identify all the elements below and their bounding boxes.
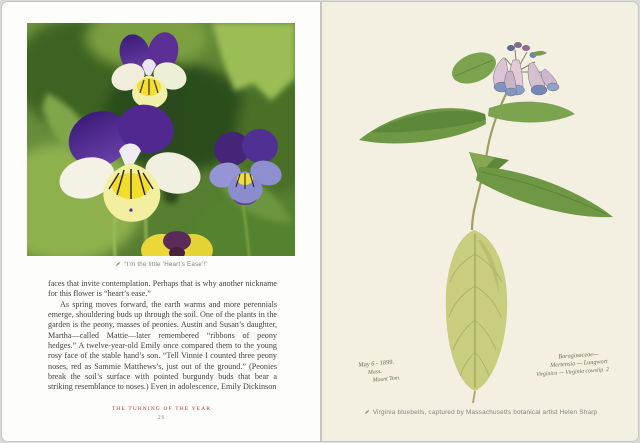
illustration-caption — [321, 409, 639, 417]
handwritten-species: Virginica — Virginia cowslip. 2 — [535, 366, 610, 379]
body-text — [48, 279, 277, 393]
handwritten-place-2: Mount Tom. — [372, 375, 401, 384]
page-footer — [2, 406, 321, 421]
page-number: 26 — [157, 415, 166, 421]
book-spread — [1, 1, 639, 442]
right-page — [321, 2, 639, 442]
left-page — [2, 2, 321, 442]
photo-caption-text: “I’m the little ‘Heart’s Ease’!” — [124, 261, 208, 268]
leaf-ornament-icon — [115, 261, 121, 269]
flower-ornament-icon — [364, 409, 370, 417]
handwritten-date: May 6 - 1899. — [358, 358, 395, 369]
handwritten-genus: Mertensia — Lungwort — [549, 357, 609, 370]
illustration-caption-text: Virginia bluebells, captured by Massachusetts botanical artist Helen Sharp — [372, 409, 598, 416]
pansy-photo — [27, 23, 295, 256]
handwritten-date-note — [358, 358, 401, 385]
body-paragraph-1: faces that invite contemplation. Perhaps that is why another nickname for this flower is “heart’s ease.” — [48, 279, 277, 299]
page-gutter — [320, 2, 322, 442]
running-title: THE TURNING OF THE YEAR — [111, 406, 212, 412]
handwritten-place-1: Mass. — [367, 368, 382, 376]
pansy-photo-image — [27, 23, 295, 256]
photo-caption — [2, 261, 321, 269]
handwritten-family: Boraginaceae— — [558, 350, 599, 361]
body-paragraph-2: As spring moves forward, the earth warms and more perennials emerge, shouldering buds up through the soil. One of the plants in the garden is the peony, masses of peonies. Austin and Susan’s daughter, Martha—called Mattie—later remembered “ribbons of peony hedges.” A twelve-year-old Emily once compared them to the young rosy face of the stable hand’s son. “Tell Vinnie I counted three peony noses, red as Sammie Matthews’s, just out of the ground.” (Peonies break the soil’s surface with pointed burgundy buds that bear a striking resemblance to noses.) Even in adolescence, Emily Dickinson — [48, 299, 277, 392]
